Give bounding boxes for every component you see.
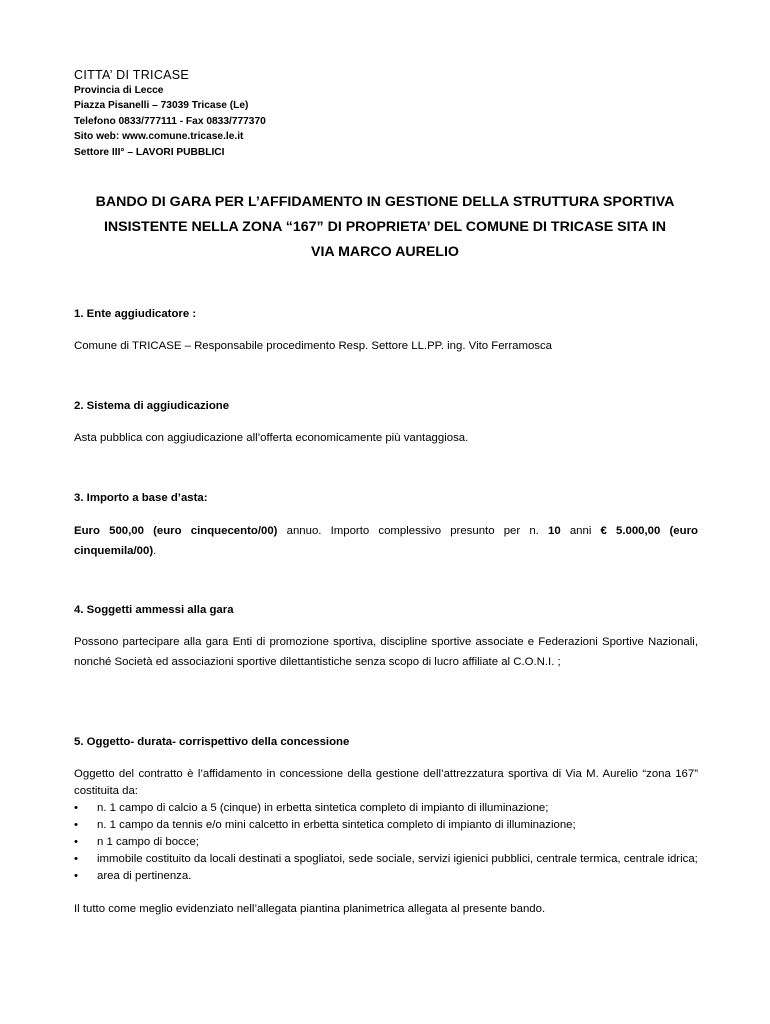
address: Piazza Pisanelli – 73039 Tricase (Le) bbox=[74, 100, 249, 112]
section-4-heading: 4. Soggetti ammessi alla gara bbox=[74, 604, 234, 616]
section-5-heading: 5. Oggetto- durata- corrispettivo della concessione bbox=[74, 736, 350, 748]
section-1-text: Comune di TRICASE – Responsabile procedimento Resp. Settore LL.PP. ing. Vito Ferramosca bbox=[74, 340, 553, 352]
list-item: • n. 1 campo da tennis e/o mini calcetto in erbetta sintetica completo di impianto di illuminazione; bbox=[74, 817, 698, 834]
website: Sito web: www.comune.tricase.le.it bbox=[74, 131, 244, 143]
document-title bbox=[60, 190, 710, 265]
title-line-1: BANDO DI GARA PER L’AFFIDAMENTO IN GESTIONE DELLA STRUTTURA SPORTIVA bbox=[95, 194, 675, 210]
text-fragment: annuo. Importo complessivo presunto per n. bbox=[277, 525, 548, 537]
list-item: • n. 1 campo di calcio a 5 (cinque) in erbetta sintetica completo di impianto di illuminazione; bbox=[74, 800, 698, 817]
title-line-2: INSISTENTE NELLA ZONA “167” DI PROPRIETA’ DEL COMUNE DI TRICASE SITA IN bbox=[103, 219, 667, 235]
text-fragment: . bbox=[153, 545, 157, 557]
bullet-icon: • bbox=[74, 802, 78, 814]
section-1-heading: 1. Ente aggiudicatore : bbox=[74, 308, 197, 320]
bullet-icon: • bbox=[74, 819, 78, 831]
facilities-list bbox=[74, 800, 698, 885]
bullet-icon: • bbox=[74, 836, 78, 848]
bullet-icon: • bbox=[74, 870, 78, 882]
bullet-icon: • bbox=[74, 853, 78, 865]
text-fragment: anni bbox=[560, 525, 601, 537]
years-count: 10 bbox=[547, 525, 561, 537]
section-5-intro: Oggetto del contratto è l’affidamento in concessione della gestione dell’attrezzatura sportiva di Via M. Aurelio “zona 167” costituita da: bbox=[74, 768, 698, 797]
section-2-heading: 2. Sistema di aggiudicazione bbox=[74, 400, 230, 412]
section-2-text: Asta pubblica con aggiudicazione all’offerta economicamente più vantaggiosa. bbox=[74, 432, 469, 444]
list-item: • area di pertinenza. bbox=[74, 868, 698, 885]
total-amount: € 5.000,00 (euro cinquemila/00) bbox=[74, 525, 698, 557]
base-amount: Euro 500,00 (euro cinquecento/00) bbox=[74, 525, 278, 537]
section-3-heading: 3. Importo a base d’asta: bbox=[74, 492, 208, 504]
sector: Settore III° – LAVORI PUBBLICI bbox=[74, 146, 225, 158]
section-4-text: Possono partecipare alla gara Enti di promozione sportiva, discipline sportive associate e Federazioni Sportive Nazionali, nonché Società ed associazioni sportive dilettantistiche senza scopo di lucro affiliate al C.O.N.I. ; bbox=[74, 636, 698, 668]
section-3-text bbox=[74, 521, 698, 561]
province: Provincia di Lecce bbox=[74, 85, 164, 96]
phone-fax: Telefono 0833/777111 - Fax 0833/777370 bbox=[74, 115, 266, 127]
list-item: • immobile costituito da locali destinati a spogliatoi, sede sociale, servizi igienici pubblici, centrale termica, centrale idrica; bbox=[74, 851, 698, 868]
title-line-3: VIA MARCO AURELIO bbox=[311, 244, 459, 260]
city-name: CITTA’ DI TRICASE bbox=[74, 68, 190, 82]
section-5-closing: Il tutto come meglio evidenziato nell’allegata piantina planimetrica allegata al presente bando. bbox=[74, 903, 546, 915]
list-item: • n 1 campo di bocce; bbox=[74, 834, 698, 851]
letterhead bbox=[74, 67, 266, 160]
